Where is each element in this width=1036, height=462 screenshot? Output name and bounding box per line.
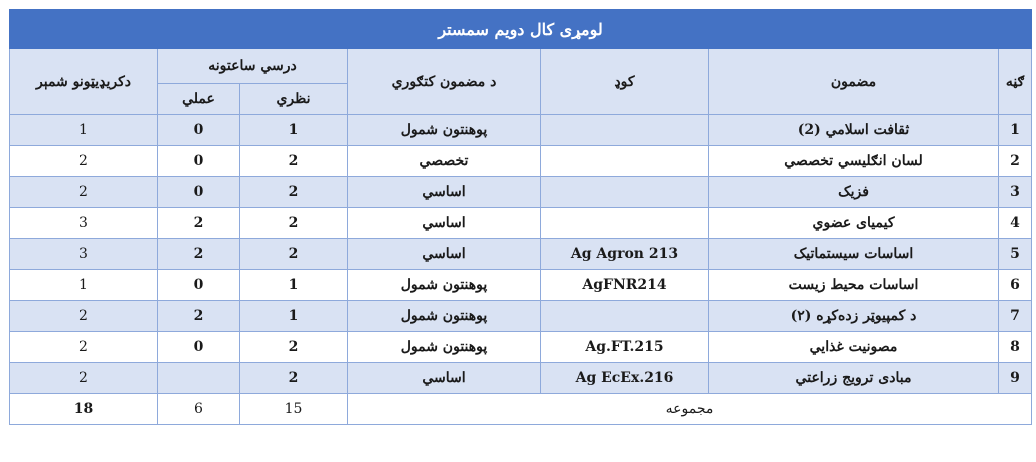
cell-number: 4 [999,208,1032,239]
header-practical: عملي [158,84,240,115]
header-category: د مضمون کتګوري [348,49,541,115]
cell-credits: 3 [10,239,158,270]
cell-credits: 2 [10,363,158,394]
cell-theoretical: 2 [240,363,348,394]
cell-subject: لسان انګلیسي تخصصي [709,146,999,177]
curriculum-table-container [9,9,1031,453]
cell-practical: 0 [158,332,240,363]
table-row [10,301,1032,332]
cell-number: 3 [999,177,1032,208]
table-row [10,177,1032,208]
cell-number: 1 [999,115,1032,146]
cell-credits: 1 [10,270,158,301]
cell-number: 5 [999,239,1032,270]
header-study-hours: درسي ساعتونه [158,49,348,84]
cell-code: AgFNR214 [541,270,709,301]
table-title: لومړی کال دویم سمستر [10,10,1032,49]
cell-subject: د کمپیوټر زده‌کړه (۲) [709,301,999,332]
table-row [10,239,1032,270]
header-theoretical: نظري [240,84,348,115]
cell-practical: 2 [158,239,240,270]
cell-theoretical: 1 [240,115,348,146]
cell-category: پوهنتون شمول [348,332,541,363]
cell-subject: فزیک [709,177,999,208]
cell-subject: مبادی ترویج زراعتي [709,363,999,394]
cell-category: اساسي [348,239,541,270]
cell-subject: مصونیت غذایي [709,332,999,363]
cell-category: پوهنتون شمول [348,301,541,332]
cell-subject: اساسات سیستماتیک [709,239,999,270]
cell-number: 7 [999,301,1032,332]
header-number: ګڼه [999,49,1032,115]
cell-theoretical: 2 [240,177,348,208]
cell-number: 8 [999,332,1032,363]
header-subject: مضمون [709,49,999,115]
table-row [10,208,1032,239]
table-row [10,115,1032,146]
table-row [10,146,1032,177]
cell-practical: 2 [158,301,240,332]
cell-credits: 1 [10,115,158,146]
cell-credits: 2 [10,146,158,177]
header-code: کوډ [541,49,709,115]
cell-practical: 0 [158,146,240,177]
cell-code [541,115,709,146]
cell-practical: 2 [158,208,240,239]
cell-code [541,146,709,177]
cell-category: اساسي [348,208,541,239]
cell-subject: ثقافت اسلامي (2) [709,115,999,146]
cell-theoretical: 2 [240,332,348,363]
cell-category: تخصصي [348,146,541,177]
totals-row [10,394,1032,425]
cell-theoretical: 2 [240,239,348,270]
cell-code: Ag.FT.215 [541,332,709,363]
cell-number: 6 [999,270,1032,301]
total-credits: 18 [10,394,158,425]
cell-code: Ag Agron 213 [541,239,709,270]
total-label: مجموعه [348,394,1032,425]
cell-credits: 2 [10,177,158,208]
cell-theoretical: 1 [240,270,348,301]
total-practical: 6 [158,394,240,425]
cell-credits: 2 [10,332,158,363]
cell-code [541,301,709,332]
cell-subject: کیمیای عضوي [709,208,999,239]
cell-practical [158,363,240,394]
cell-category: اساسي [348,177,541,208]
cell-practical: 0 [158,115,240,146]
cell-category: پوهنتون شمول [348,115,541,146]
cell-theoretical: 2 [240,208,348,239]
cell-theoretical: 2 [240,146,348,177]
table-row [10,332,1032,363]
header-credits: دکریډیټونو شمېر [10,49,158,115]
cell-category: اساسي [348,363,541,394]
cell-number: 9 [999,363,1032,394]
cell-number: 2 [999,146,1032,177]
cell-practical: 0 [158,177,240,208]
cell-code: Ag EcEx.216 [541,363,709,394]
cell-code [541,177,709,208]
cell-category: پوهنتون شمول [348,270,541,301]
table-row [10,363,1032,394]
cell-credits: 2 [10,301,158,332]
cell-code [541,208,709,239]
cell-practical: 0 [158,270,240,301]
cell-credits: 3 [10,208,158,239]
cell-theoretical: 1 [240,301,348,332]
total-theoretical: 15 [240,394,348,425]
table-row [10,270,1032,301]
curriculum-table [9,9,1032,425]
cell-subject: اساسات محیط زیست [709,270,999,301]
